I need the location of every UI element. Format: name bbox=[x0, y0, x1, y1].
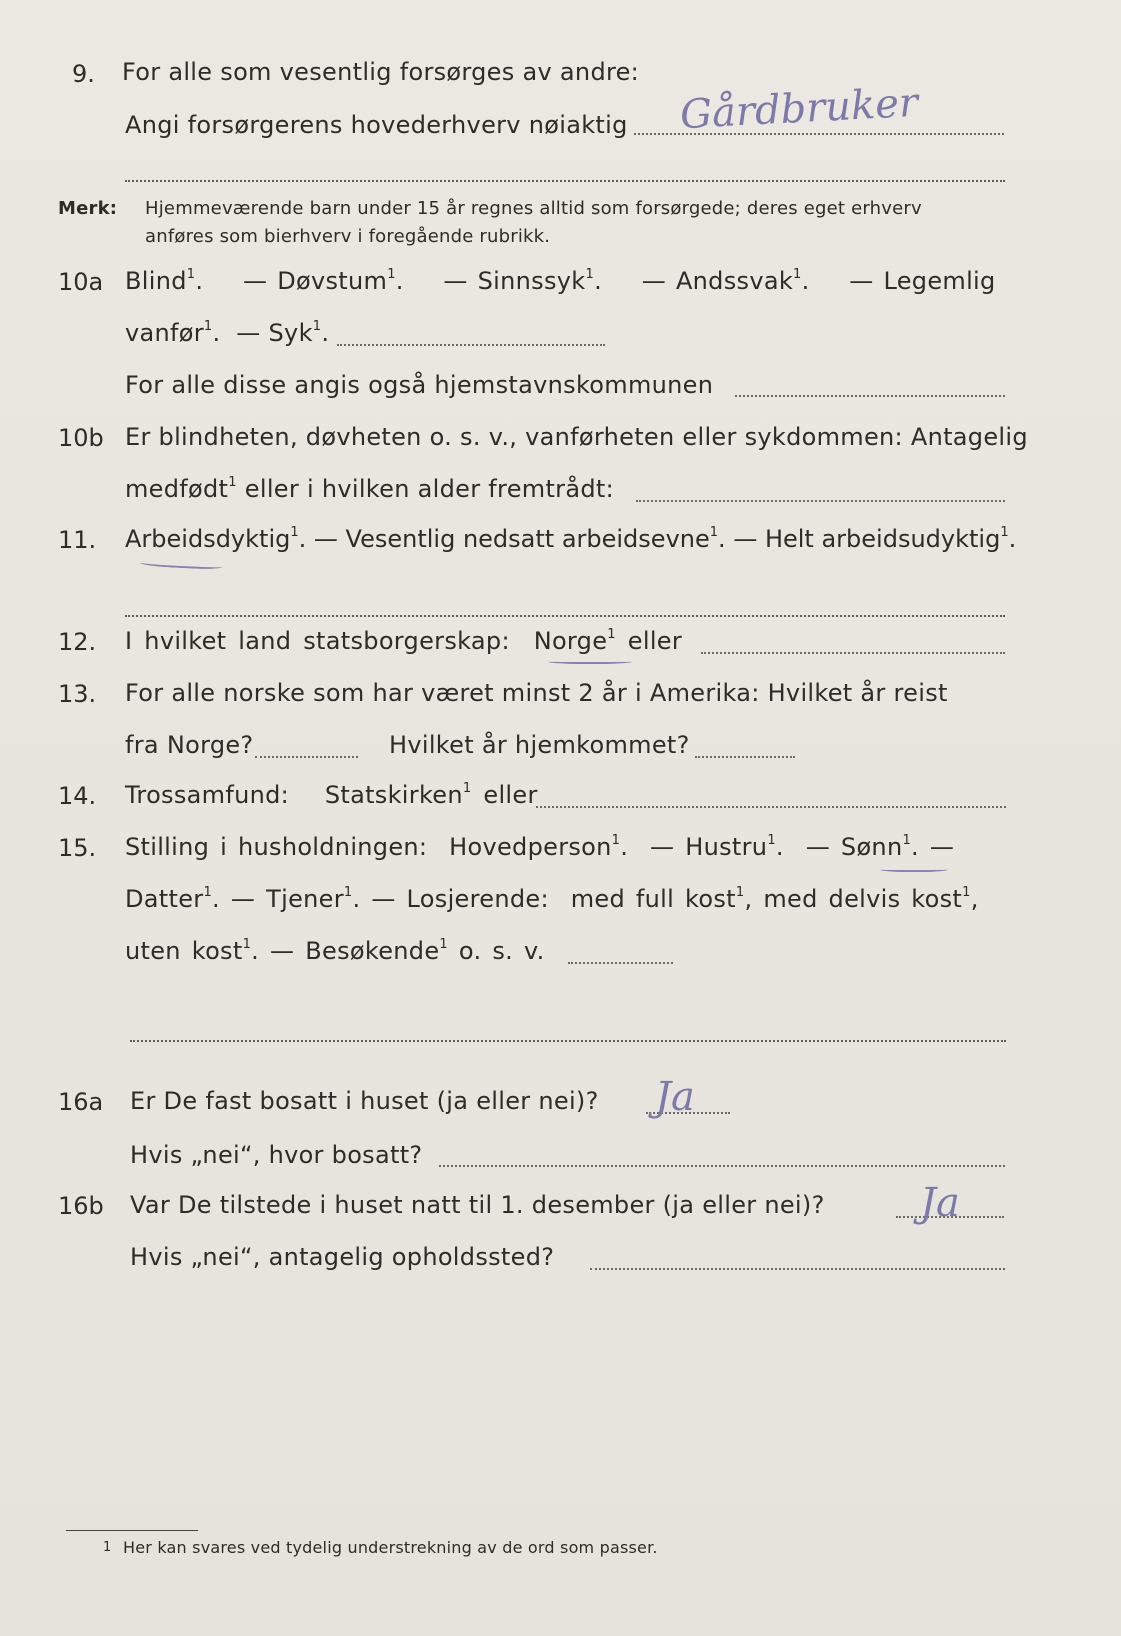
q16a-bosatt-line[interactable] bbox=[439, 1165, 1005, 1167]
q10a-number: 10a bbox=[58, 268, 104, 296]
q13-number: 13. bbox=[58, 680, 97, 708]
q12-question: I hvilket land statsborgerskap: bbox=[125, 627, 510, 655]
option-medfodt[interactable]: medfødt$^1$ bbox=[125, 475, 237, 503]
option-syk[interactable]: — Syk$^1$. bbox=[236, 319, 330, 347]
footnote-mark: 1 bbox=[103, 1540, 112, 1555]
option-dovstum[interactable]: — Døvstum$^1$. bbox=[242, 267, 404, 295]
q14-line bbox=[125, 780, 538, 810]
q13-line1: For alle norske som har været minst 2 år i Amerika: Hvilket år reist bbox=[125, 679, 948, 707]
merk-line2: anføres som bierhverv i foregående rubrikk. bbox=[145, 226, 551, 247]
q16b-line2: Hvis „nei“, antagelig opholdssted? bbox=[130, 1243, 555, 1271]
q10a-line2 bbox=[125, 318, 329, 348]
option-udyktig[interactable]: — Helt arbeidsudyktig$^1$. bbox=[733, 525, 1017, 553]
option-legemlig[interactable]: — Legemlig bbox=[849, 267, 996, 295]
q15-question: Stilling i husholdningen: bbox=[125, 833, 428, 861]
option-arbeidsdyktig[interactable]: Arbeidsdyktig$^1$. bbox=[125, 525, 307, 553]
q9-line1: For alle som vesentlig forsørges av andre: bbox=[122, 58, 640, 86]
merk-label: Merk: bbox=[58, 198, 118, 219]
q16a-line2: Hvis „nei“, hvor bosatt? bbox=[130, 1141, 423, 1169]
merk-line1: Hjemmeværende barn under 15 år regnes alltid som forsørgede; deres eget erhverv bbox=[145, 198, 922, 219]
option-sonn[interactable]: — Sønn$^1$. bbox=[805, 833, 919, 861]
q10b-number: 10b bbox=[58, 424, 104, 452]
option-hovedperson[interactable]: Hovedperson$^1$. bbox=[449, 833, 629, 861]
q14-eller: eller bbox=[483, 781, 538, 809]
q15-osv: o. s. v. bbox=[458, 937, 545, 965]
q12-number: 12. bbox=[58, 628, 97, 656]
option-blind[interactable]: Blind$^1$. bbox=[125, 267, 204, 295]
q16b-number: 16b bbox=[58, 1192, 104, 1220]
footnote-text: Her kan svares ved tydelig understrekning av de ord som passer. bbox=[123, 1538, 658, 1557]
q15-dash: — bbox=[929, 833, 955, 861]
q9-number: 9. bbox=[72, 60, 95, 88]
q15-line2 bbox=[125, 884, 979, 914]
q14-question: Trossamfund: bbox=[125, 781, 290, 809]
q16a-number: 16a bbox=[58, 1088, 104, 1116]
q15-line3 bbox=[125, 936, 545, 966]
q14-number: 14. bbox=[58, 782, 97, 810]
q10a-line1 bbox=[125, 266, 996, 296]
q15-handwritten-underline bbox=[880, 866, 948, 872]
q11-separator bbox=[125, 615, 1005, 617]
option-vanfor[interactable]: vanfør$^1$. bbox=[125, 319, 221, 347]
q16a-line1: Er De fast bosatt i huset (ja eller nei)? bbox=[130, 1087, 599, 1115]
q10b-line2 bbox=[125, 474, 614, 504]
q11-number: 11. bbox=[58, 526, 97, 554]
q15-number: 15. bbox=[58, 834, 97, 862]
q13-reist-line[interactable] bbox=[255, 756, 358, 758]
q10a-line3: For alle disse angis også hjemstavnskommunen bbox=[125, 371, 714, 399]
option-statskirken[interactable]: Statskirken$^1$ bbox=[324, 781, 472, 809]
q16b-line1: Var De tilstede i huset natt til 1. desember (ja eller nei)? bbox=[130, 1191, 825, 1219]
option-hustru[interactable]: — Hustru$^1$. bbox=[650, 833, 784, 861]
q10b-alder-text: eller i hvilken alder fremtrådt: bbox=[244, 475, 614, 503]
q16b-handwritten-answer: Ja bbox=[920, 1180, 960, 1226]
q15-separator bbox=[130, 1040, 1006, 1042]
option-nedsatt[interactable]: — Vesentlig nedsatt arbeidsevne$^1$. bbox=[313, 525, 726, 553]
q15-answer-line[interactable] bbox=[568, 962, 673, 964]
q9-separator bbox=[125, 180, 1005, 182]
q11-line bbox=[125, 524, 1016, 554]
q10a-syk-line[interactable] bbox=[337, 344, 605, 346]
q11-handwritten-underline bbox=[140, 558, 222, 570]
q9-handwritten-answer: Gårdbruker bbox=[678, 79, 920, 139]
q12-line bbox=[125, 626, 682, 656]
option-andssvak[interactable]: — Andssvak$^1$. bbox=[641, 267, 810, 295]
option-full-kost[interactable]: med full kost$^1$ bbox=[570, 885, 745, 913]
q15-line1 bbox=[125, 832, 954, 862]
footnote-rule bbox=[66, 1530, 198, 1531]
q9-line2: Angi forsørgerens hovederhverv nøiaktig bbox=[125, 111, 628, 139]
option-besokende[interactable]: — Besøkende$^1$ bbox=[270, 937, 448, 965]
option-norge[interactable]: Norge$^1$ bbox=[533, 627, 616, 655]
q14-answer-line[interactable] bbox=[536, 806, 1006, 808]
option-uten-kost[interactable]: uten kost$^1$. bbox=[125, 937, 260, 965]
q10a-hjemstavn-line[interactable] bbox=[735, 395, 1005, 397]
option-datter[interactable]: Datter$^1$. bbox=[125, 885, 220, 913]
q12-answer-line[interactable] bbox=[701, 652, 1005, 654]
q12-eller: eller bbox=[627, 627, 683, 655]
q13-fra-norge: fra Norge? bbox=[125, 731, 254, 759]
q13-hjemkommet: Hvilket år hjemkommet? bbox=[389, 731, 690, 759]
option-delvis-kost[interactable]: , med delvis kost$^1$, bbox=[744, 885, 979, 913]
q16a-handwritten-answer: Ja bbox=[655, 1074, 695, 1120]
q10b-answer-line[interactable] bbox=[636, 500, 1005, 502]
option-sinnssyk[interactable]: — Sinnssyk$^1$. bbox=[443, 267, 602, 295]
q13-hjemkommet-line[interactable] bbox=[695, 756, 795, 758]
q10b-line1: Er blindheten, døvheten o. s. v., vanførheten eller sykdommen: Antagelig bbox=[125, 423, 1028, 451]
q16b-opholdssted-line[interactable] bbox=[590, 1268, 1005, 1270]
option-tjener[interactable]: — Tjener$^1$. bbox=[230, 885, 361, 913]
q12-handwritten-underline bbox=[548, 658, 632, 664]
q15-losjerende: — Losjerende: bbox=[371, 885, 549, 913]
